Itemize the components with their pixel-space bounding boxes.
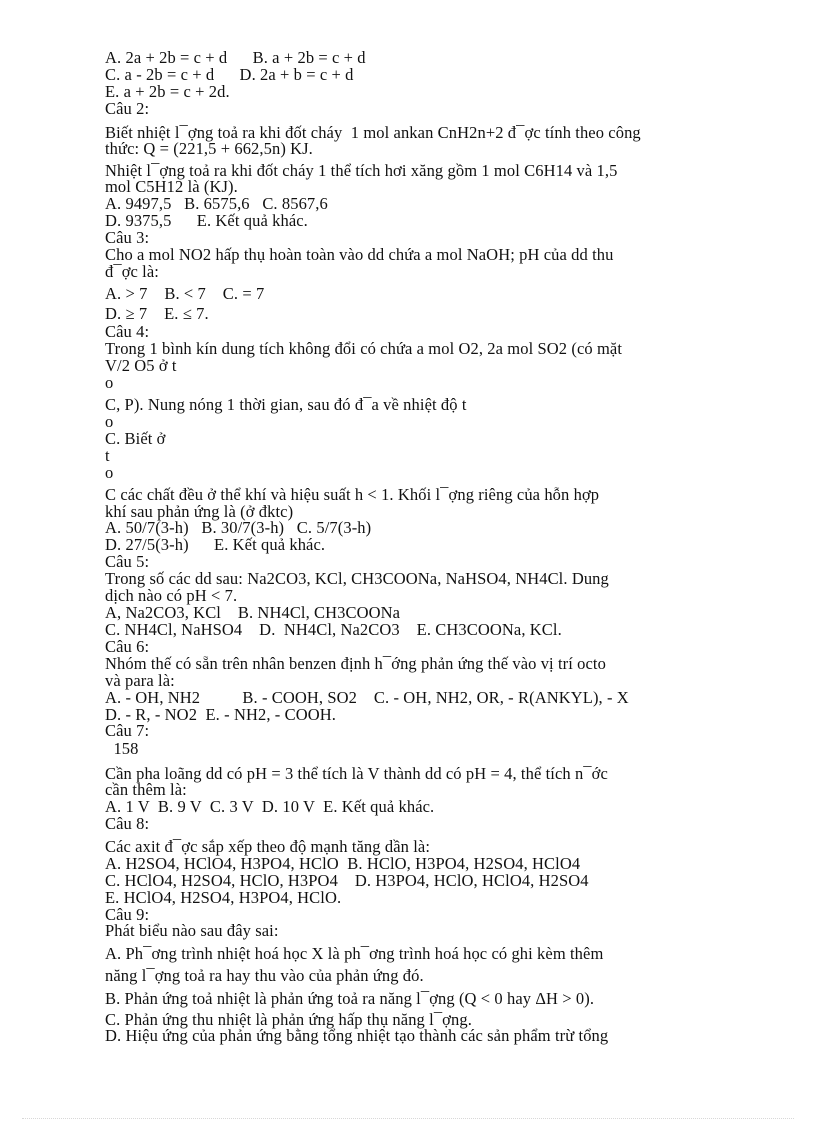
text-line: khí sau phản ứng là (ở đktc) — [105, 502, 294, 521]
text-line: đ¯ợc là: — [105, 262, 159, 281]
text-line: o — [105, 463, 114, 482]
text-line: B. Phản ứng toả nhiệt là phản ứng toả ra năng l¯ợng (Q < 0 hay ΔH > 0). — [105, 989, 595, 1008]
text-line: t — [105, 446, 110, 465]
text-line: Câu 5: — [105, 552, 150, 571]
text-line: D. 27/5(3-h) E. Kết quả khác. — [105, 535, 326, 554]
text-line: Trong số các dd sau: Na2CO3, KCl, CH3COONa, NaHSO4, NH4Cl. Dung — [105, 569, 609, 588]
text-line: Câu 4: — [105, 322, 150, 341]
text-line: A. 2a + 2b = c + d B. a + 2b = c + d — [105, 48, 366, 67]
text-line: E. a + 2b = c + 2d. — [105, 82, 230, 101]
text-line: C. a - 2b = c + d D. 2a + b = c + d — [105, 65, 354, 84]
text-line: A. Ph¯ơng trình nhiệt hoá học X là ph¯ơng trình hoá học có ghi kèm thêm — [105, 944, 604, 963]
text-line: và para là: — [105, 671, 175, 690]
text-line: D. - R, - NO2 E. - NH2, - COOH. — [105, 705, 336, 724]
text-line: C. Phản ứng thu nhiệt là phản ứng hấp thụ năng l¯ợng. — [105, 1010, 472, 1029]
text-line: C các chất đều ở thể khí và hiệu suất h < 1. Khối l¯ợng riêng của hỗn hợp — [105, 485, 600, 504]
text-line: D. 9375,5 E. Kết quả khác. — [105, 211, 308, 230]
text-line: Nhóm thế có sẵn trên nhân benzen định h¯ớng phản ứng thế vào vị trí octo — [105, 654, 606, 673]
text-line: Cần pha loãng dd có pH = 3 thể tích là V thành dd có pH = 4, thể tích n¯ớc — [105, 764, 608, 783]
text-line: Cho a mol NO2 hấp thụ hoàn toàn vào dd chứa a mol NaOH; pH của dd thu — [105, 245, 614, 264]
text-line: A. 9497,5 B. 6575,6 C. 8567,6 — [105, 194, 328, 213]
text-line: C. NH4Cl, NaHSO4 D. NH4Cl, Na2CO3 E. CH3COONa, KCl. — [105, 620, 562, 639]
text-line: dịch nào có pH < 7. — [105, 586, 238, 605]
text-line: Câu 7: — [105, 721, 150, 740]
text-line: A. - OH, NH2 B. - COOH, SO2 C. - OH, NH2, OR, - R(ANKYL), - X — [105, 688, 629, 707]
text-line: C. HClO4, H2SO4, HClO, H3PO4 D. H3PO4, HClO, HClO4, H2SO4 — [105, 871, 589, 890]
text-line: 158 — [105, 739, 139, 758]
text-line: E. HClO4, H2SO4, H3PO4, HClO. — [105, 888, 342, 907]
text-line: thức: Q = (221,5 + 662,5n) KJ. — [105, 139, 313, 158]
text-line: Câu 8: — [105, 814, 150, 833]
text-line: D. ≥ 7 E. ≤ 7. — [105, 304, 209, 323]
text-line: A. 1 V B. 9 V C. 3 V D. 10 V E. Kết quả khác. — [105, 797, 435, 816]
text-line: D. Hiệu ứng của phản ứng bằng tổng nhiệt tạo thành các sản phẩm trừ tổng — [105, 1026, 609, 1045]
page-bottom-divider — [22, 1118, 794, 1119]
text-line: năng l¯ợng toả ra hay thu vào của phản ứng đó. — [105, 966, 424, 985]
text-line: Câu 3: — [105, 228, 150, 247]
text-line: o — [105, 373, 114, 392]
text-line: C. Biết ở — [105, 429, 166, 448]
text-line: cần thêm là: — [105, 780, 187, 799]
text-line: C, P). Nung nóng 1 thời gian, sau đó đ¯a về nhiệt độ t — [105, 395, 467, 414]
text-line: mol C5H12 là (KJ). — [105, 177, 238, 196]
text-line: Câu 6: — [105, 637, 150, 656]
text-line: Trong 1 bình kín dung tích không đổi có chứa a mol O2, 2a mol SO2 (có mặt — [105, 339, 623, 358]
text-line: Câu 2: — [105, 99, 150, 118]
text-line: A. H2SO4, HClO4, H3PO4, HClO B. HClO, H3PO4, H2SO4, HClO4 — [105, 854, 581, 873]
text-line: Phát biểu nào sau đây sai: — [105, 921, 279, 940]
text-line: A. > 7 B. < 7 C. = 7 — [105, 284, 265, 303]
text-line: V/2 O5 ở t — [105, 356, 177, 375]
text-line: Các axit đ¯ợc sắp xếp theo độ mạnh tăng dần là: — [105, 837, 430, 856]
text-line: A. 50/7(3-h) B. 30/7(3-h) C. 5/7(3-h) — [105, 518, 372, 537]
text-line: Biết nhiệt l¯ợng toả ra khi đốt cháy 1 mol ankan CnH2n+2 đ¯ợc tính theo công — [105, 123, 641, 142]
text-line: Nhiệt l¯ợng toả ra khi đốt cháy 1 thể tích hơi xăng gồm 1 mol C6H14 và 1,5 — [105, 161, 618, 180]
text-line: o — [105, 412, 114, 431]
text-line: Câu 9: — [105, 905, 150, 924]
text-line: A, Na2CO3, KCl B. NH4Cl, CH3COONa — [105, 603, 401, 622]
